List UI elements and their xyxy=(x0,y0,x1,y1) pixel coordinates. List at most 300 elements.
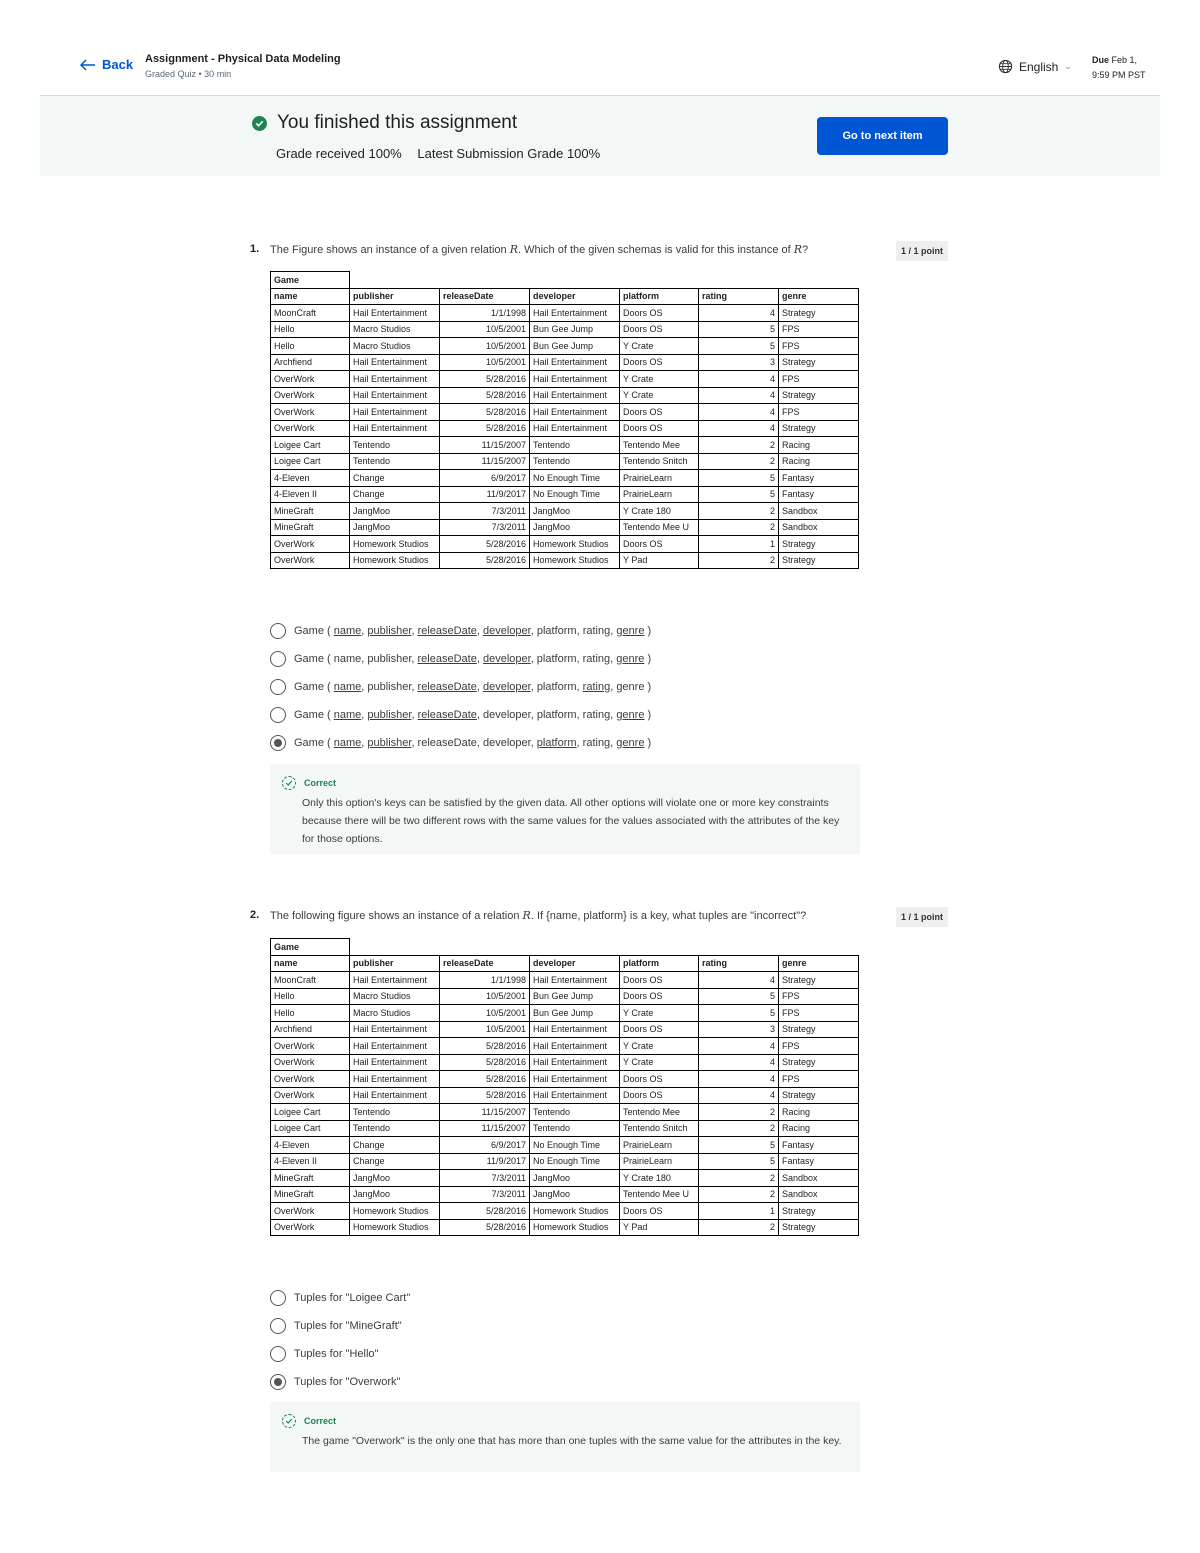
table-cell: JangMoo xyxy=(350,1170,440,1187)
table-row xyxy=(271,1054,859,1071)
option-text-part: , xyxy=(411,709,418,721)
table-cell: No Enough Time xyxy=(530,486,620,503)
table-cell: 6/9/2017 xyxy=(440,1137,530,1154)
table-cell: Hello xyxy=(271,988,350,1005)
table-cell: Homework Studios xyxy=(350,552,440,569)
table-row xyxy=(271,437,859,454)
table-cell: Macro Studios xyxy=(350,338,440,355)
table-cell: Strategy xyxy=(779,1203,859,1220)
column-header: name xyxy=(271,955,350,972)
column-header: developer xyxy=(530,288,620,305)
table-cell: Strategy xyxy=(779,420,859,437)
table-cell: Hail Entertainment xyxy=(350,1071,440,1088)
language-selector[interactable] xyxy=(998,59,1072,74)
table-cell: JangMoo xyxy=(350,1186,440,1203)
table-cell: Fantasy xyxy=(779,470,859,487)
question-1-points: 1 / 1 point xyxy=(896,241,948,261)
table-cell: 5/28/2016 xyxy=(440,1054,530,1071)
table-row xyxy=(271,321,859,338)
option-text-part: platform xyxy=(536,737,577,749)
table-cell: Hail Entertainment xyxy=(350,1021,440,1038)
table-cell: Loigee Cart xyxy=(271,437,350,454)
table-cell: Doors OS xyxy=(620,972,699,989)
table-cell: OverWork xyxy=(271,1071,350,1088)
answer-option[interactable] xyxy=(270,651,651,667)
table-cell: 5 xyxy=(699,1005,779,1022)
table-cell: 2 xyxy=(699,552,779,569)
q2-relation: R xyxy=(522,909,531,922)
table-cell: Tentendo Snitch xyxy=(620,1120,699,1137)
option-text-part: ) xyxy=(644,737,652,749)
table-cell: Y Crate xyxy=(620,371,699,388)
table-cell: 1 xyxy=(699,1203,779,1220)
table-cell: 4-Eleven xyxy=(271,470,350,487)
table-cell: OverWork xyxy=(271,371,350,388)
table-cell: 5 xyxy=(699,321,779,338)
table-cell: Change xyxy=(350,486,440,503)
table-cell: Doors OS xyxy=(620,1203,699,1220)
column-header: rating xyxy=(699,955,779,972)
radio-button[interactable] xyxy=(270,707,286,723)
option-text-part: ) xyxy=(644,709,652,721)
assignment-subtitle: Graded Quiz • 30 min xyxy=(145,69,232,79)
option-text-part: name xyxy=(333,737,362,749)
column-header: releaseDate xyxy=(440,955,530,972)
option-text-part: , rating, xyxy=(576,737,617,749)
table-cell: OverWork xyxy=(271,1087,350,1104)
table-cell: Y Crate xyxy=(620,1038,699,1055)
option-text-part: , platform, rating, xyxy=(530,653,617,665)
table-cell: Y Crate xyxy=(620,1005,699,1022)
radio-button[interactable] xyxy=(270,1318,286,1334)
option-text-part: genre xyxy=(616,709,645,721)
question-1-number: 1. xyxy=(250,243,260,255)
option-text-part: releaseDate xyxy=(417,653,477,665)
completion-title xyxy=(252,112,517,134)
table-cell: Racing xyxy=(779,1120,859,1137)
table-cell: FPS xyxy=(779,1005,859,1022)
table-cell: Tentendo xyxy=(350,453,440,470)
table-cell: JangMoo xyxy=(530,503,620,520)
table-cell: 5 xyxy=(699,1153,779,1170)
table-cell: 4 xyxy=(699,371,779,388)
language-label: English xyxy=(1019,59,1059,74)
table-cell: Homework Studios xyxy=(530,1203,620,1220)
column-header: genre xyxy=(779,288,859,305)
table-cell: 11/15/2007 xyxy=(440,1104,530,1121)
table-cell: Hail Entertainment xyxy=(530,404,620,421)
table-cell: FPS xyxy=(779,371,859,388)
table-name: Game xyxy=(271,272,350,289)
table-cell: Doors OS xyxy=(620,988,699,1005)
table-cell: OverWork xyxy=(271,552,350,569)
q1-text-a: The Figure shows an instance of a given relation xyxy=(270,244,507,256)
radio-button[interactable] xyxy=(270,735,286,751)
table-cell: Hail Entertainment xyxy=(530,1038,620,1055)
option-text-part: rating xyxy=(582,681,611,693)
table-cell: Tentendo xyxy=(350,1104,440,1121)
answer-option[interactable] xyxy=(270,735,651,751)
q1-text-b: . Which of the given schemas is valid for this instance of xyxy=(518,244,791,256)
arrow-left-icon xyxy=(80,59,96,71)
table-cell: 2 xyxy=(699,1104,779,1121)
table-cell: Macro Studios xyxy=(350,321,440,338)
table-row xyxy=(271,453,859,470)
table-row xyxy=(271,486,859,503)
table-cell: MineGraft xyxy=(271,1170,350,1187)
table-cell: Bun Gee Jump xyxy=(530,988,620,1005)
table-cell: Doors OS xyxy=(620,1071,699,1088)
table-cell: Homework Studios xyxy=(350,1219,440,1236)
radio-button[interactable] xyxy=(270,1374,286,1390)
table-cell: Loigee Cart xyxy=(271,1104,350,1121)
question-1-text xyxy=(270,243,808,256)
option-text-part: , platform, rating, xyxy=(530,625,617,637)
option-label: Tuples for "Loigee Cart" xyxy=(294,1292,411,1304)
table-cell: Bun Gee Jump xyxy=(530,321,620,338)
table-cell: 3 xyxy=(699,354,779,371)
answer-option[interactable] xyxy=(270,1374,400,1390)
radio-button[interactable] xyxy=(270,1290,286,1306)
table-cell: 2 xyxy=(699,437,779,454)
q1-relation: R xyxy=(509,243,518,256)
assignment-title-block xyxy=(145,53,341,79)
due-time: 9:59 PM PST xyxy=(1092,70,1146,80)
table-cell: JangMoo xyxy=(530,519,620,536)
table-cell: Strategy xyxy=(779,1021,859,1038)
table-cell: 5/28/2016 xyxy=(440,1219,530,1236)
table-cell: Hail Entertainment xyxy=(350,420,440,437)
table-cell: Racing xyxy=(779,1104,859,1121)
table-cell: JangMoo xyxy=(350,519,440,536)
due-date xyxy=(1092,53,1146,83)
table-cell: Tentendo Mee xyxy=(620,1104,699,1121)
table-cell: 10/5/2001 xyxy=(440,1005,530,1022)
option-text-part: , developer, platform, rating, xyxy=(476,709,617,721)
table-cell: Y Crate 180 xyxy=(620,503,699,520)
option-text-part: Game ( name, publisher, xyxy=(294,653,418,665)
table-cell: OverWork xyxy=(271,404,350,421)
table-cell: Strategy xyxy=(779,1219,859,1236)
question-1-feedback xyxy=(270,764,860,854)
table-cell: Fantasy xyxy=(779,1153,859,1170)
table-cell: No Enough Time xyxy=(530,470,620,487)
option-text-part: developer xyxy=(483,625,531,637)
option-label: Tuples for "Hello" xyxy=(294,1348,379,1360)
q2-text-a: The following figure shows an instance of a relation xyxy=(270,910,520,922)
table-cell: 5/28/2016 xyxy=(440,1038,530,1055)
table-cell: 5/28/2016 xyxy=(440,1071,530,1088)
table-cell: Macro Studios xyxy=(350,1005,440,1022)
table-cell: Hail Entertainment xyxy=(350,305,440,322)
question-2-number: 2. xyxy=(250,909,260,921)
table-row xyxy=(271,1087,859,1104)
option-text-part: , genre ) xyxy=(610,681,652,693)
table-row xyxy=(271,470,859,487)
option-text-part: , publisher, xyxy=(361,681,418,693)
assignment-title: Assignment - Physical Data Modeling xyxy=(145,53,341,65)
table-row xyxy=(271,503,859,520)
column-header: developer xyxy=(530,955,620,972)
grade-received: Grade received 100% xyxy=(276,146,402,161)
table-name-row xyxy=(271,939,859,956)
table-cell: 11/15/2007 xyxy=(440,453,530,470)
table-cell: Hello xyxy=(271,338,350,355)
empty-cell xyxy=(440,272,530,289)
column-header: platform xyxy=(620,955,699,972)
empty-cell xyxy=(699,939,779,956)
table-row xyxy=(271,1137,859,1154)
top-header xyxy=(40,44,1160,96)
table-row xyxy=(271,371,859,388)
table-cell: FPS xyxy=(779,321,859,338)
go-to-next-item-button[interactable]: Go to next item xyxy=(817,117,948,155)
answer-option[interactable] xyxy=(270,1346,378,1362)
table-cell: Bun Gee Jump xyxy=(530,1005,620,1022)
feedback-header xyxy=(282,1414,848,1428)
q1-text-c: ? xyxy=(802,244,809,256)
radio-button[interactable] xyxy=(270,623,286,639)
option-text-part: , xyxy=(476,681,483,693)
table-cell: 5 xyxy=(699,338,779,355)
table-cell: 4 xyxy=(699,387,779,404)
table-row xyxy=(271,1186,859,1203)
table-cell: Tentendo xyxy=(530,1120,620,1137)
option-text-part: , xyxy=(411,625,418,637)
question-2-text xyxy=(270,909,806,922)
table-cell: 1/1/1998 xyxy=(440,305,530,322)
table-cell: Hail Entertainment xyxy=(530,1087,620,1104)
due-date-value: Feb 1, xyxy=(1111,55,1138,65)
table-cell: Sandbox xyxy=(779,503,859,520)
table-cell: 5/28/2016 xyxy=(440,1087,530,1104)
back-button[interactable] xyxy=(80,57,133,72)
table-cell: 2 xyxy=(699,1170,779,1187)
table-cell: Homework Studios xyxy=(350,536,440,553)
answer-option[interactable] xyxy=(270,679,651,695)
table-cell: 2 xyxy=(699,1219,779,1236)
table-cell: Strategy xyxy=(779,1054,859,1071)
table-cell: Tentendo xyxy=(350,437,440,454)
table-cell: Strategy xyxy=(779,972,859,989)
answer-option[interactable] xyxy=(270,707,651,723)
option-text-part: releaseDate xyxy=(417,625,477,637)
table-cell: Hail Entertainment xyxy=(530,387,620,404)
option-text-part: , xyxy=(361,625,368,637)
question-2-points: 1 / 1 point xyxy=(896,907,948,927)
table-cell: Hail Entertainment xyxy=(350,404,440,421)
table-cell: Hello xyxy=(271,321,350,338)
table-row xyxy=(271,1104,859,1121)
table-cell: 2 xyxy=(699,1186,779,1203)
table-cell: Homework Studios xyxy=(530,1219,620,1236)
column-header: publisher xyxy=(350,288,440,305)
table-cell: Y Crate xyxy=(620,1054,699,1071)
radio-button[interactable] xyxy=(270,679,286,695)
option-text-part: ) xyxy=(644,625,652,637)
table-cell: 4 xyxy=(699,420,779,437)
table-cell: Hail Entertainment xyxy=(530,420,620,437)
table-cell: 5/28/2016 xyxy=(440,371,530,388)
table-row xyxy=(271,1219,859,1236)
table-cell: OverWork xyxy=(271,536,350,553)
answer-option[interactable] xyxy=(270,1318,402,1334)
table-row xyxy=(271,338,859,355)
table-cell: 4-Eleven xyxy=(271,1137,350,1154)
feedback-text: The game "Overwork" is the only one that has more than one tuples with the same value for the attributes in the key. xyxy=(302,1435,842,1447)
table-cell: 10/5/2001 xyxy=(440,338,530,355)
table-cell: Tentendo Mee U xyxy=(620,519,699,536)
option-text-part: publisher xyxy=(367,625,412,637)
column-header: rating xyxy=(699,288,779,305)
option-text-part: , xyxy=(476,625,484,637)
table-row xyxy=(271,1120,859,1137)
game-table-1 xyxy=(270,271,859,569)
table-cell: Hail Entertainment xyxy=(530,1054,620,1071)
table-cell: Loigee Cart xyxy=(271,453,350,470)
answer-option[interactable] xyxy=(270,1290,410,1306)
q2-text-b: . If {name, platform} is a key, what tuples are "incorrect"? xyxy=(530,910,807,922)
table-row xyxy=(271,387,859,404)
empty-cell xyxy=(620,939,699,956)
table-cell: FPS xyxy=(779,338,859,355)
table-cell: 11/15/2007 xyxy=(440,437,530,454)
table-cell: PrairieLearn xyxy=(620,1137,699,1154)
table-cell: Homework Studios xyxy=(530,536,620,553)
table-cell: Fantasy xyxy=(779,1137,859,1154)
option-text-part: Game ( xyxy=(294,737,334,749)
table-cell: Hail Entertainment xyxy=(530,972,620,989)
table-cell: Hail Entertainment xyxy=(350,354,440,371)
empty-cell xyxy=(779,939,859,956)
option-label xyxy=(294,625,651,637)
check-circle-icon xyxy=(252,116,267,131)
table-cell: Strategy xyxy=(779,536,859,553)
option-text-part: , xyxy=(476,653,483,665)
table-cell: MineGraft xyxy=(271,1186,350,1203)
table-cell: 5/28/2016 xyxy=(440,404,530,421)
table-cell: FPS xyxy=(779,404,859,421)
table-cell: Sandbox xyxy=(779,1186,859,1203)
table-cell: 5 xyxy=(699,988,779,1005)
table-cell: PrairieLearn xyxy=(620,1153,699,1170)
option-text-part: publisher xyxy=(367,737,412,749)
table-cell: Tentendo xyxy=(530,437,620,454)
option-text-part: name xyxy=(333,681,362,693)
table-row xyxy=(271,1153,859,1170)
table-cell: Y Crate xyxy=(620,387,699,404)
table-cell: Doors OS xyxy=(620,404,699,421)
table-row xyxy=(271,1021,859,1038)
table-cell: OverWork xyxy=(271,1219,350,1236)
table-cell: 5/28/2016 xyxy=(440,387,530,404)
table-cell: Tentendo xyxy=(350,1120,440,1137)
table-cell: JangMoo xyxy=(530,1170,620,1187)
table-cell: Doors OS xyxy=(620,1087,699,1104)
table-cell: 4-Eleven II xyxy=(271,486,350,503)
table-cell: Hail Entertainment xyxy=(350,1087,440,1104)
option-text-part: genre xyxy=(616,737,645,749)
table-cell: MineGraft xyxy=(271,519,350,536)
empty-cell xyxy=(530,272,620,289)
table-cell: Tentendo Mee xyxy=(620,437,699,454)
table-cell: FPS xyxy=(779,988,859,1005)
table-cell: Y Crate 180 xyxy=(620,1170,699,1187)
table-cell: Macro Studios xyxy=(350,988,440,1005)
latest-submission-grade: Latest Submission Grade 100% xyxy=(417,146,601,161)
table-cell: 4 xyxy=(699,305,779,322)
table-row xyxy=(271,354,859,371)
table-cell: Tentendo Mee U xyxy=(620,1186,699,1203)
table-cell: OverWork xyxy=(271,1038,350,1055)
table-cell: 10/5/2001 xyxy=(440,321,530,338)
table-cell: 2 xyxy=(699,519,779,536)
feedback-label: Correct xyxy=(304,778,337,788)
column-header: name xyxy=(271,288,350,305)
option-label: Tuples for "MineGraft" xyxy=(294,1320,402,1332)
radio-button[interactable] xyxy=(270,1346,286,1362)
table-cell: 4 xyxy=(699,404,779,421)
empty-cell xyxy=(350,272,440,289)
table-name-row xyxy=(271,272,859,289)
column-header: releaseDate xyxy=(440,288,530,305)
option-text-part: Game ( xyxy=(294,709,334,721)
option-label xyxy=(294,709,651,721)
grades-line xyxy=(276,146,612,161)
table-cell: 5 xyxy=(699,486,779,503)
table-cell: Hail Entertainment xyxy=(530,305,620,322)
table-cell: 4 xyxy=(699,1087,779,1104)
table-cell: Archfiend xyxy=(271,1021,350,1038)
q1-relation-2: R xyxy=(793,243,803,256)
table-row xyxy=(271,1038,859,1055)
check-circle-icon xyxy=(282,1414,296,1428)
option-text-part: , platform, xyxy=(530,681,583,693)
table-cell: 7/3/2011 xyxy=(440,519,530,536)
table-cell: 5/28/2016 xyxy=(440,552,530,569)
chevron-down-icon: ⌄ xyxy=(1064,61,1072,71)
feedback-header xyxy=(282,776,848,790)
table-cell: 10/5/2001 xyxy=(440,988,530,1005)
table-cell: Hail Entertainment xyxy=(530,371,620,388)
table-cell: Homework Studios xyxy=(350,1203,440,1220)
empty-cell xyxy=(350,939,440,956)
table-cell: Hail Entertainment xyxy=(530,1071,620,1088)
table-cell: Change xyxy=(350,1153,440,1170)
table-cell: Strategy xyxy=(779,552,859,569)
option-text-part: Game ( xyxy=(294,625,334,637)
table-cell: Loigee Cart xyxy=(271,1120,350,1137)
table-cell: OverWork xyxy=(271,420,350,437)
table-cell: No Enough Time xyxy=(530,1137,620,1154)
table-cell: 6/9/2017 xyxy=(440,470,530,487)
table-row xyxy=(271,420,859,437)
radio-button[interactable] xyxy=(270,651,286,667)
game-table-2 xyxy=(270,938,859,1236)
table-cell: Hello xyxy=(271,1005,350,1022)
table-cell: Sandbox xyxy=(779,1170,859,1187)
table-cell: Hail Entertainment xyxy=(530,1021,620,1038)
column-header: platform xyxy=(620,288,699,305)
answer-option[interactable] xyxy=(270,623,651,639)
option-text-part: genre xyxy=(616,625,645,637)
table-row xyxy=(271,536,859,553)
option-text-part: releaseDate xyxy=(417,681,477,693)
option-text-part: name xyxy=(333,709,362,721)
table-cell: Hail Entertainment xyxy=(350,371,440,388)
table-cell: OverWork xyxy=(271,1054,350,1071)
globe-icon xyxy=(998,59,1013,74)
